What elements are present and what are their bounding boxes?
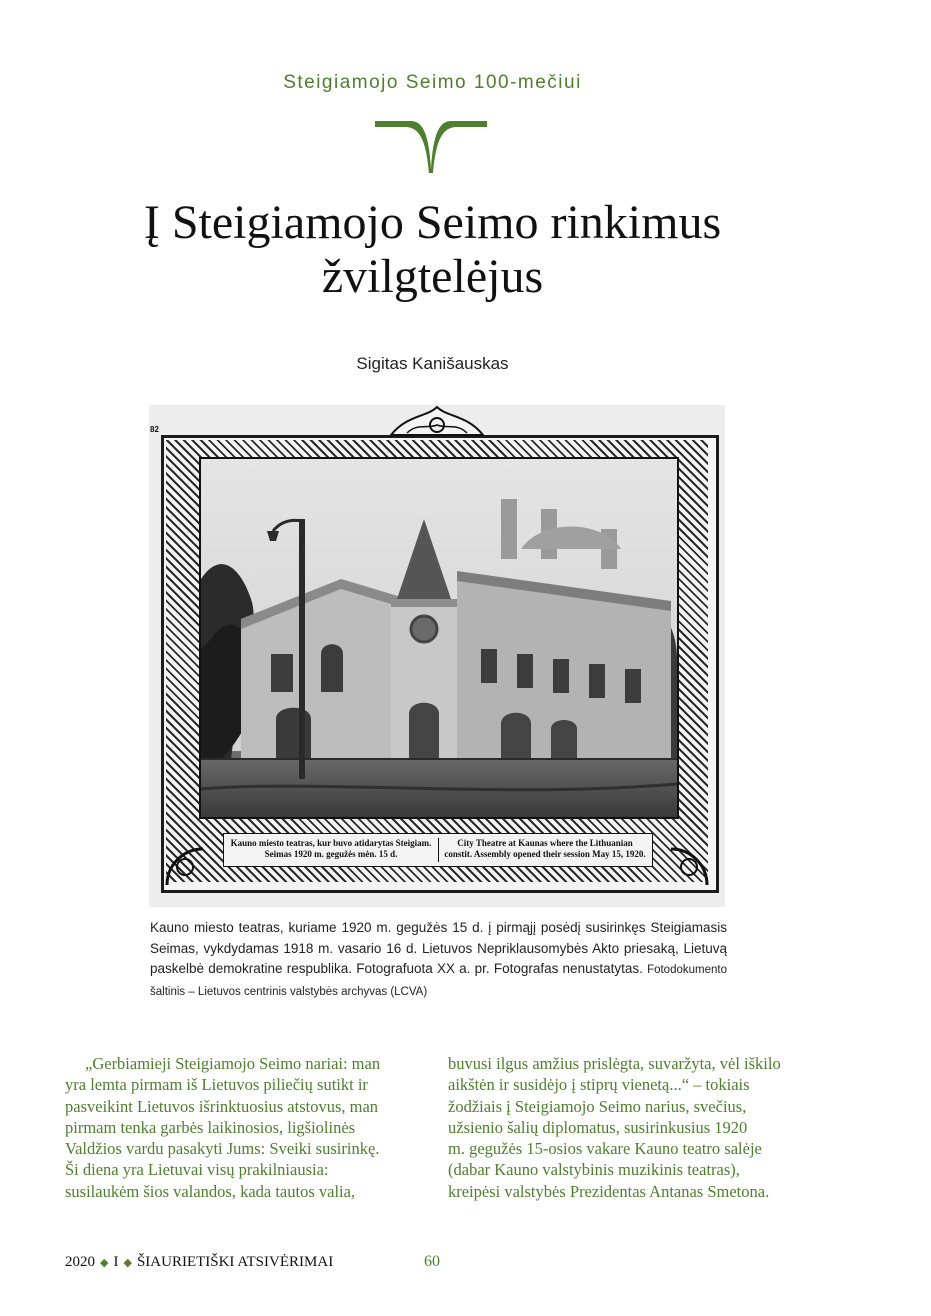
body-line: Valdžios vardu pasakyti Jums: Sveiki susirinkę. xyxy=(65,1139,380,1159)
body-line: m. gegužės 15-osios vakare Kauno teatro salėje xyxy=(448,1139,762,1159)
body-line: (dabar Kauno valstybinis muzikinis teatras), xyxy=(448,1160,740,1180)
theatre-building-photo xyxy=(201,459,677,817)
title-line-1: Į Steigiamojo Seimo rinkimus xyxy=(143,196,722,249)
page-footer xyxy=(65,1254,333,1271)
diamond-bullet-icon: ◆ xyxy=(100,1257,109,1269)
diamond-bullet-icon: ◆ xyxy=(123,1257,132,1269)
page-number: 60 xyxy=(424,1253,440,1270)
body-line: yra lemta pirmam iš Lietuvos piliečių sutikt ir xyxy=(65,1075,368,1095)
body-line: žodžiais į Steigiamojo Seimo narius, svečius, xyxy=(448,1096,747,1116)
photo-caption-lt-line-2: Seimas 1920 m. gegužės mėn. 15 d. xyxy=(264,849,398,859)
body-column-right xyxy=(448,1053,788,1202)
body-line: Ši diena yra Lietuvai visų prakilniausia: xyxy=(65,1160,329,1180)
body-column-left xyxy=(65,1053,405,1202)
photo-caption-lt-line-1: Kauno miesto teatras, kur buvo atidarytas Steigiam. xyxy=(230,838,432,848)
section-rubric: Steigiamojo Seimo 100-mečiui xyxy=(283,72,582,93)
body-line: kreipėsi valstybės Prezidentas Antanas Smetona. xyxy=(448,1181,770,1201)
body-line: buvusi ilgus amžius prislėgta, suvaržyta, vėl iškilo xyxy=(448,1054,781,1073)
archival-photo xyxy=(149,405,725,907)
photo-caption-english xyxy=(442,838,648,860)
photo-printed-caption xyxy=(223,833,653,867)
footer-year: 2020 xyxy=(65,1254,95,1270)
footer-issue: I xyxy=(113,1254,119,1270)
figure-caption-text: Kauno miesto teatras, kuriame 1920 m. gegužės 15 d. į pirmąjį posėdį susirinkęs Steigiamasis Seimas, vykdydamas 1918 m. vasario 16 d. Lietuvos Nepriklausomybės Akto priesaką, Lietuvą paskelbė demokratine respublika. Fotografuota XX a. pr. Fotografas nenustatytas. xyxy=(150,920,727,976)
photo-caption-en-line-2: constit. Assembly opened their session May 15, 1920. xyxy=(444,849,646,859)
leaf-ornament-icon xyxy=(373,117,489,175)
frame-corner-ornament-icon xyxy=(163,845,207,889)
photo-image-area xyxy=(199,457,679,819)
photo-caption-en-line-1: City Theatre at Kaunas where the Lithuanian xyxy=(457,838,633,848)
figure-caption xyxy=(150,918,727,1002)
frame-corner-ornament-icon xyxy=(667,845,711,889)
body-line: „Gerbiamieji Steigiamojo Seimo nariai: man xyxy=(85,1054,381,1073)
body-line: pirmam tenka garbės laikinosios, ligšiolinės xyxy=(65,1117,356,1137)
title-line-2: žvilgtelėjus xyxy=(321,250,544,303)
frame-crest-ornament-icon xyxy=(387,405,487,449)
article-title xyxy=(60,196,805,304)
caption-divider xyxy=(438,838,439,862)
photo-page-number: 82 xyxy=(150,425,159,434)
footer-journal-name: ŠIAURIETIŠKI ATSIVĖRIMAI xyxy=(136,1254,334,1270)
body-line: aikštėn ir susidėjo į stiprų vienetą...“ – tokiais xyxy=(448,1075,750,1095)
body-line: pasveikint Lietuvos išrinktuosius atstovus, man xyxy=(65,1096,379,1116)
figure-caption-source: Fotodokumento šaltinis – Lietuvos centrinis valstybės archyvas (LCVA) xyxy=(150,964,727,998)
body-line: susilaukėm šios valandos, kada tautos valia, xyxy=(65,1181,356,1201)
body-line: užsienio šalių diplomatus, susirinkusius 1920 xyxy=(448,1117,748,1137)
photo-caption-lithuanian xyxy=(226,838,436,860)
author-name: Sigitas Kanišauskas xyxy=(356,354,509,373)
